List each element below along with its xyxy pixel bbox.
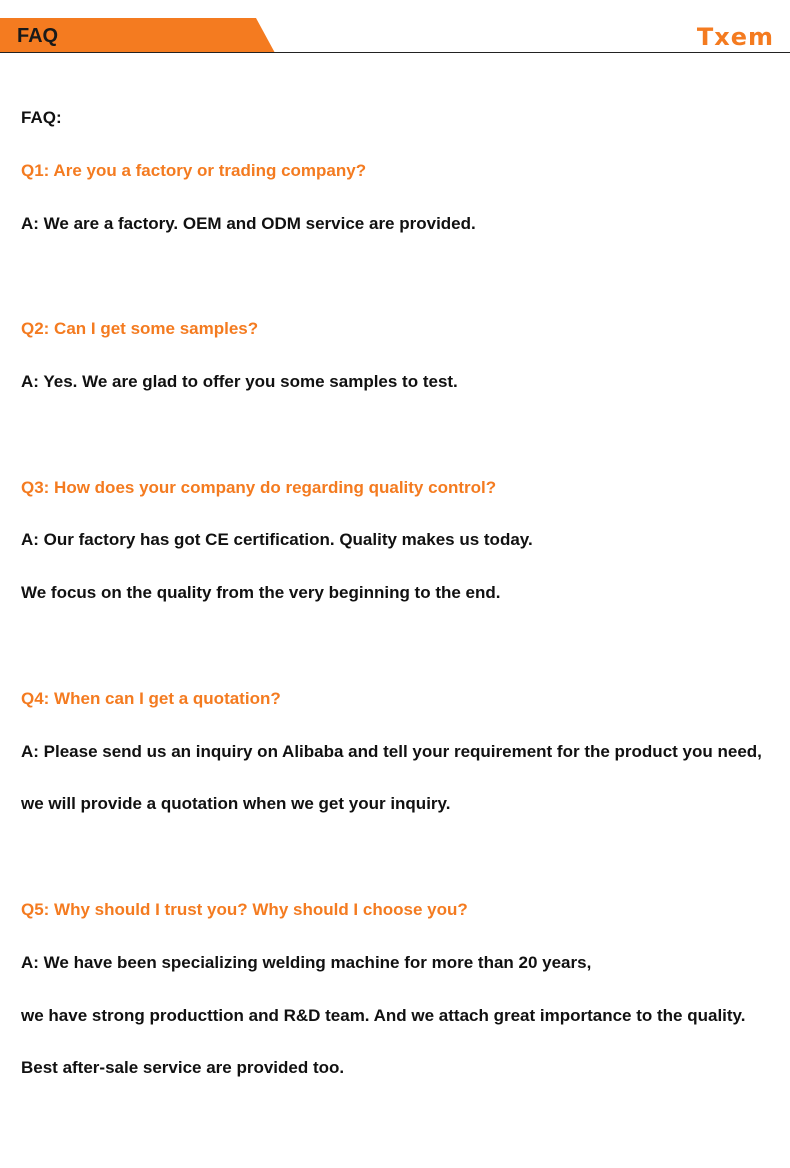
faq-answer-3-line-2: We focus on the quality from the very beginning to the end.: [21, 583, 501, 602]
faq-answer-2-line-1: A: Yes. We are glad to offer you some samples to test.: [21, 372, 458, 391]
header-divider: [0, 52, 790, 53]
brand-logo: Txem: [696, 23, 774, 51]
faq-answer-5-line-1: A: We have been specializing welding machine for more than 20 years,: [21, 953, 592, 972]
header-title: FAQ: [17, 25, 59, 47]
faq-question-5: Q5: Why should I trust you? Why should I choose you?: [21, 900, 468, 919]
faq-answer-5-line-2: we have strong producttion and R&D team. And we attach great importance to the quality.: [21, 1006, 746, 1025]
faq-answer-4-line-1: A: Please send us an inquiry on Alibaba and tell your requirement for the product you need,: [21, 742, 762, 761]
faq-answer-5-line-3: Best after-sale service are provided too.: [21, 1058, 345, 1077]
faq-question-4: Q4: When can I get a quotation?: [21, 689, 281, 708]
faq-answer-1-line-1: A: We are a factory. OEM and ODM service are provided.: [21, 214, 476, 233]
faq-answer-3-line-1: A: Our factory has got CE certification. Quality makes us today.: [21, 530, 533, 549]
page-header: [0, 0, 790, 54]
faq-question-1: Q1: Are you a factory or trading company?: [21, 161, 367, 180]
faq-answer-4-line-2: we will provide a quotation when we get your inquiry.: [21, 794, 451, 813]
faq-question-3: Q3: How does your company do regarding quality control?: [21, 478, 497, 497]
faq-intro: FAQ:: [21, 108, 62, 127]
faq-question-2: Q2: Can I get some samples?: [21, 319, 259, 338]
